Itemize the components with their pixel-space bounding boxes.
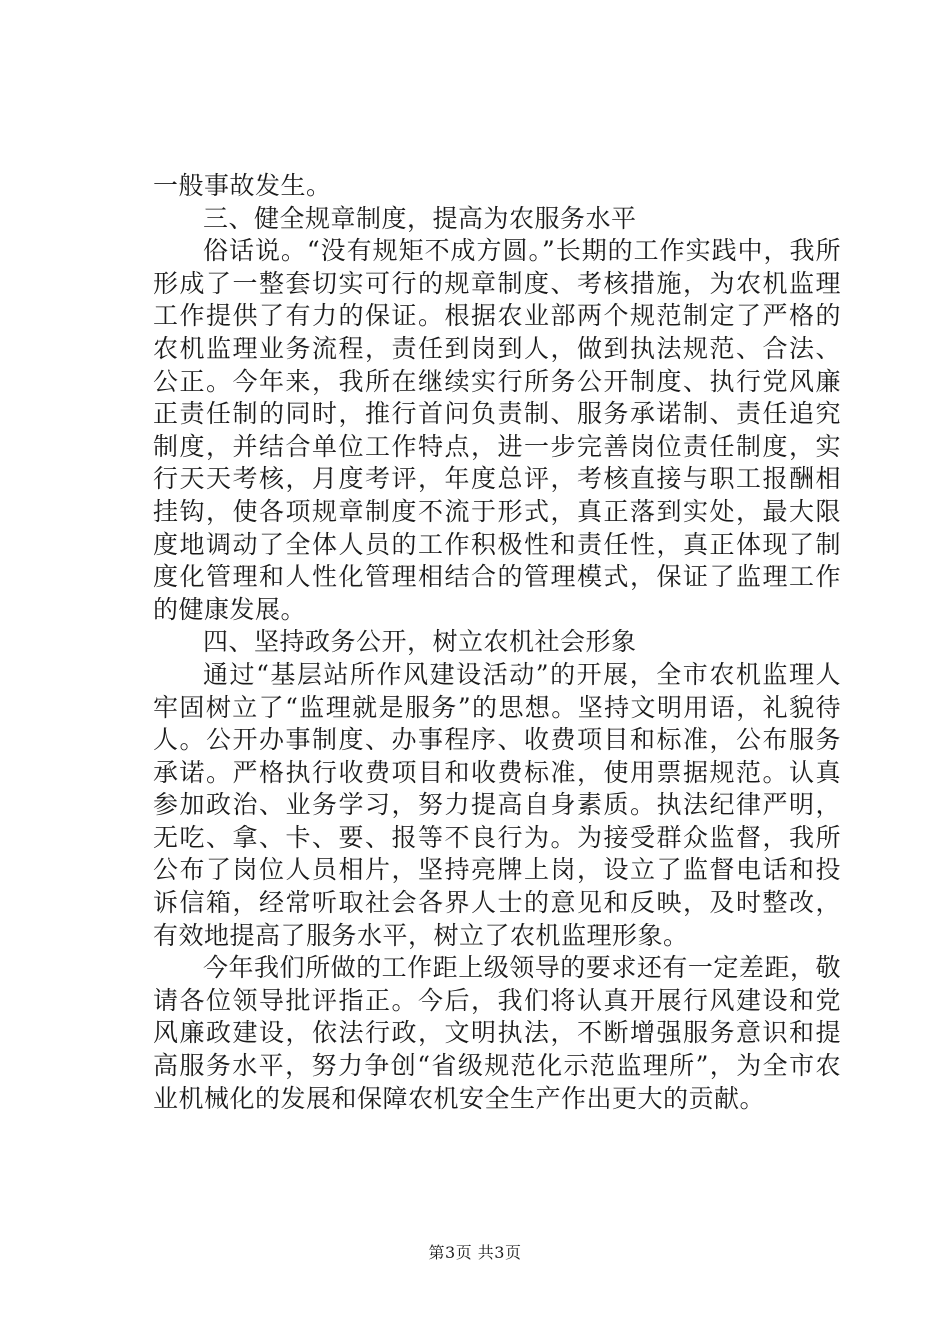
document-body xyxy=(153,170,841,1115)
page-footer: 第3页 共3页 xyxy=(428,1243,522,1262)
paragraph-continuation: 一般事故发生。 xyxy=(153,171,332,200)
section-heading-four: 四、坚持政务公开，树立农机社会形象 xyxy=(203,627,637,657)
paragraph-public-affairs: 通过“基层站所作风建设活动”的开展，全市农机监理人牢固树立了“监理就是服务”的思想。坚持文明用语，礼貌待人。公开办事制度、办事程序、收费项目和标准，公布服务承诺。严格执行收费项目和收费标准，使用票据规范。认真参加政治、业务学习，努力提高自身素质。执法纪律严明，无吃、拿、卡、要、报等不良行为。为接受群众监督，我所公布了岗位人员相片，坚持亮牌上岗，设立了监督电话和投诉信箱，经常听取社会各界人士的意见和反映，及时整改，有效地提高了服务水平，树立了农机监理形象。 xyxy=(153,659,841,950)
section-heading-three: 三、健全规章制度，提高为农服务水平 xyxy=(203,203,637,233)
paragraph-conclusion: 今年我们所做的工作距上级领导的要求还有一定差距，敬请各位领导批评指正。今后，我们将认真开展行风建设和党风廉政建设，依法行政，文明执法，不断增强服务意识和提高服务水平，努力争创“省级规范化示范监理所”，为全市农业机械化的发展和保障农机安全生产作出更大的贡献。 xyxy=(153,953,841,1113)
paragraph-regulations: 俗话说。“没有规矩不成方圆。”长期的工作实践中，我所形成了一整套切实可行的规章制度、考核措施，为农机监理工作提供了有力的保证。根据农业部两个规范制定了严格的农机监理业务流程，责任到岗到人，做到执法规范、合法、公正。今年来，我所在继续实行所务公开制度、执行党风廉正责任制的同时，推行首问负责制、服务承诺制、责任追究制度，并结合单位工作特点，进一步完善岗位责任制度，实行天天考核，月度考评，年度总评，考核直接与职工报酬相挂钩，使各项规章制度不流于形式，真正落到实处，最大限度地调动了全体人员的工作积极性和责任性，真正体现了制度化管理和人性化管理相结合的管理模式，保证了监理工作的健康发展。 xyxy=(153,236,841,624)
